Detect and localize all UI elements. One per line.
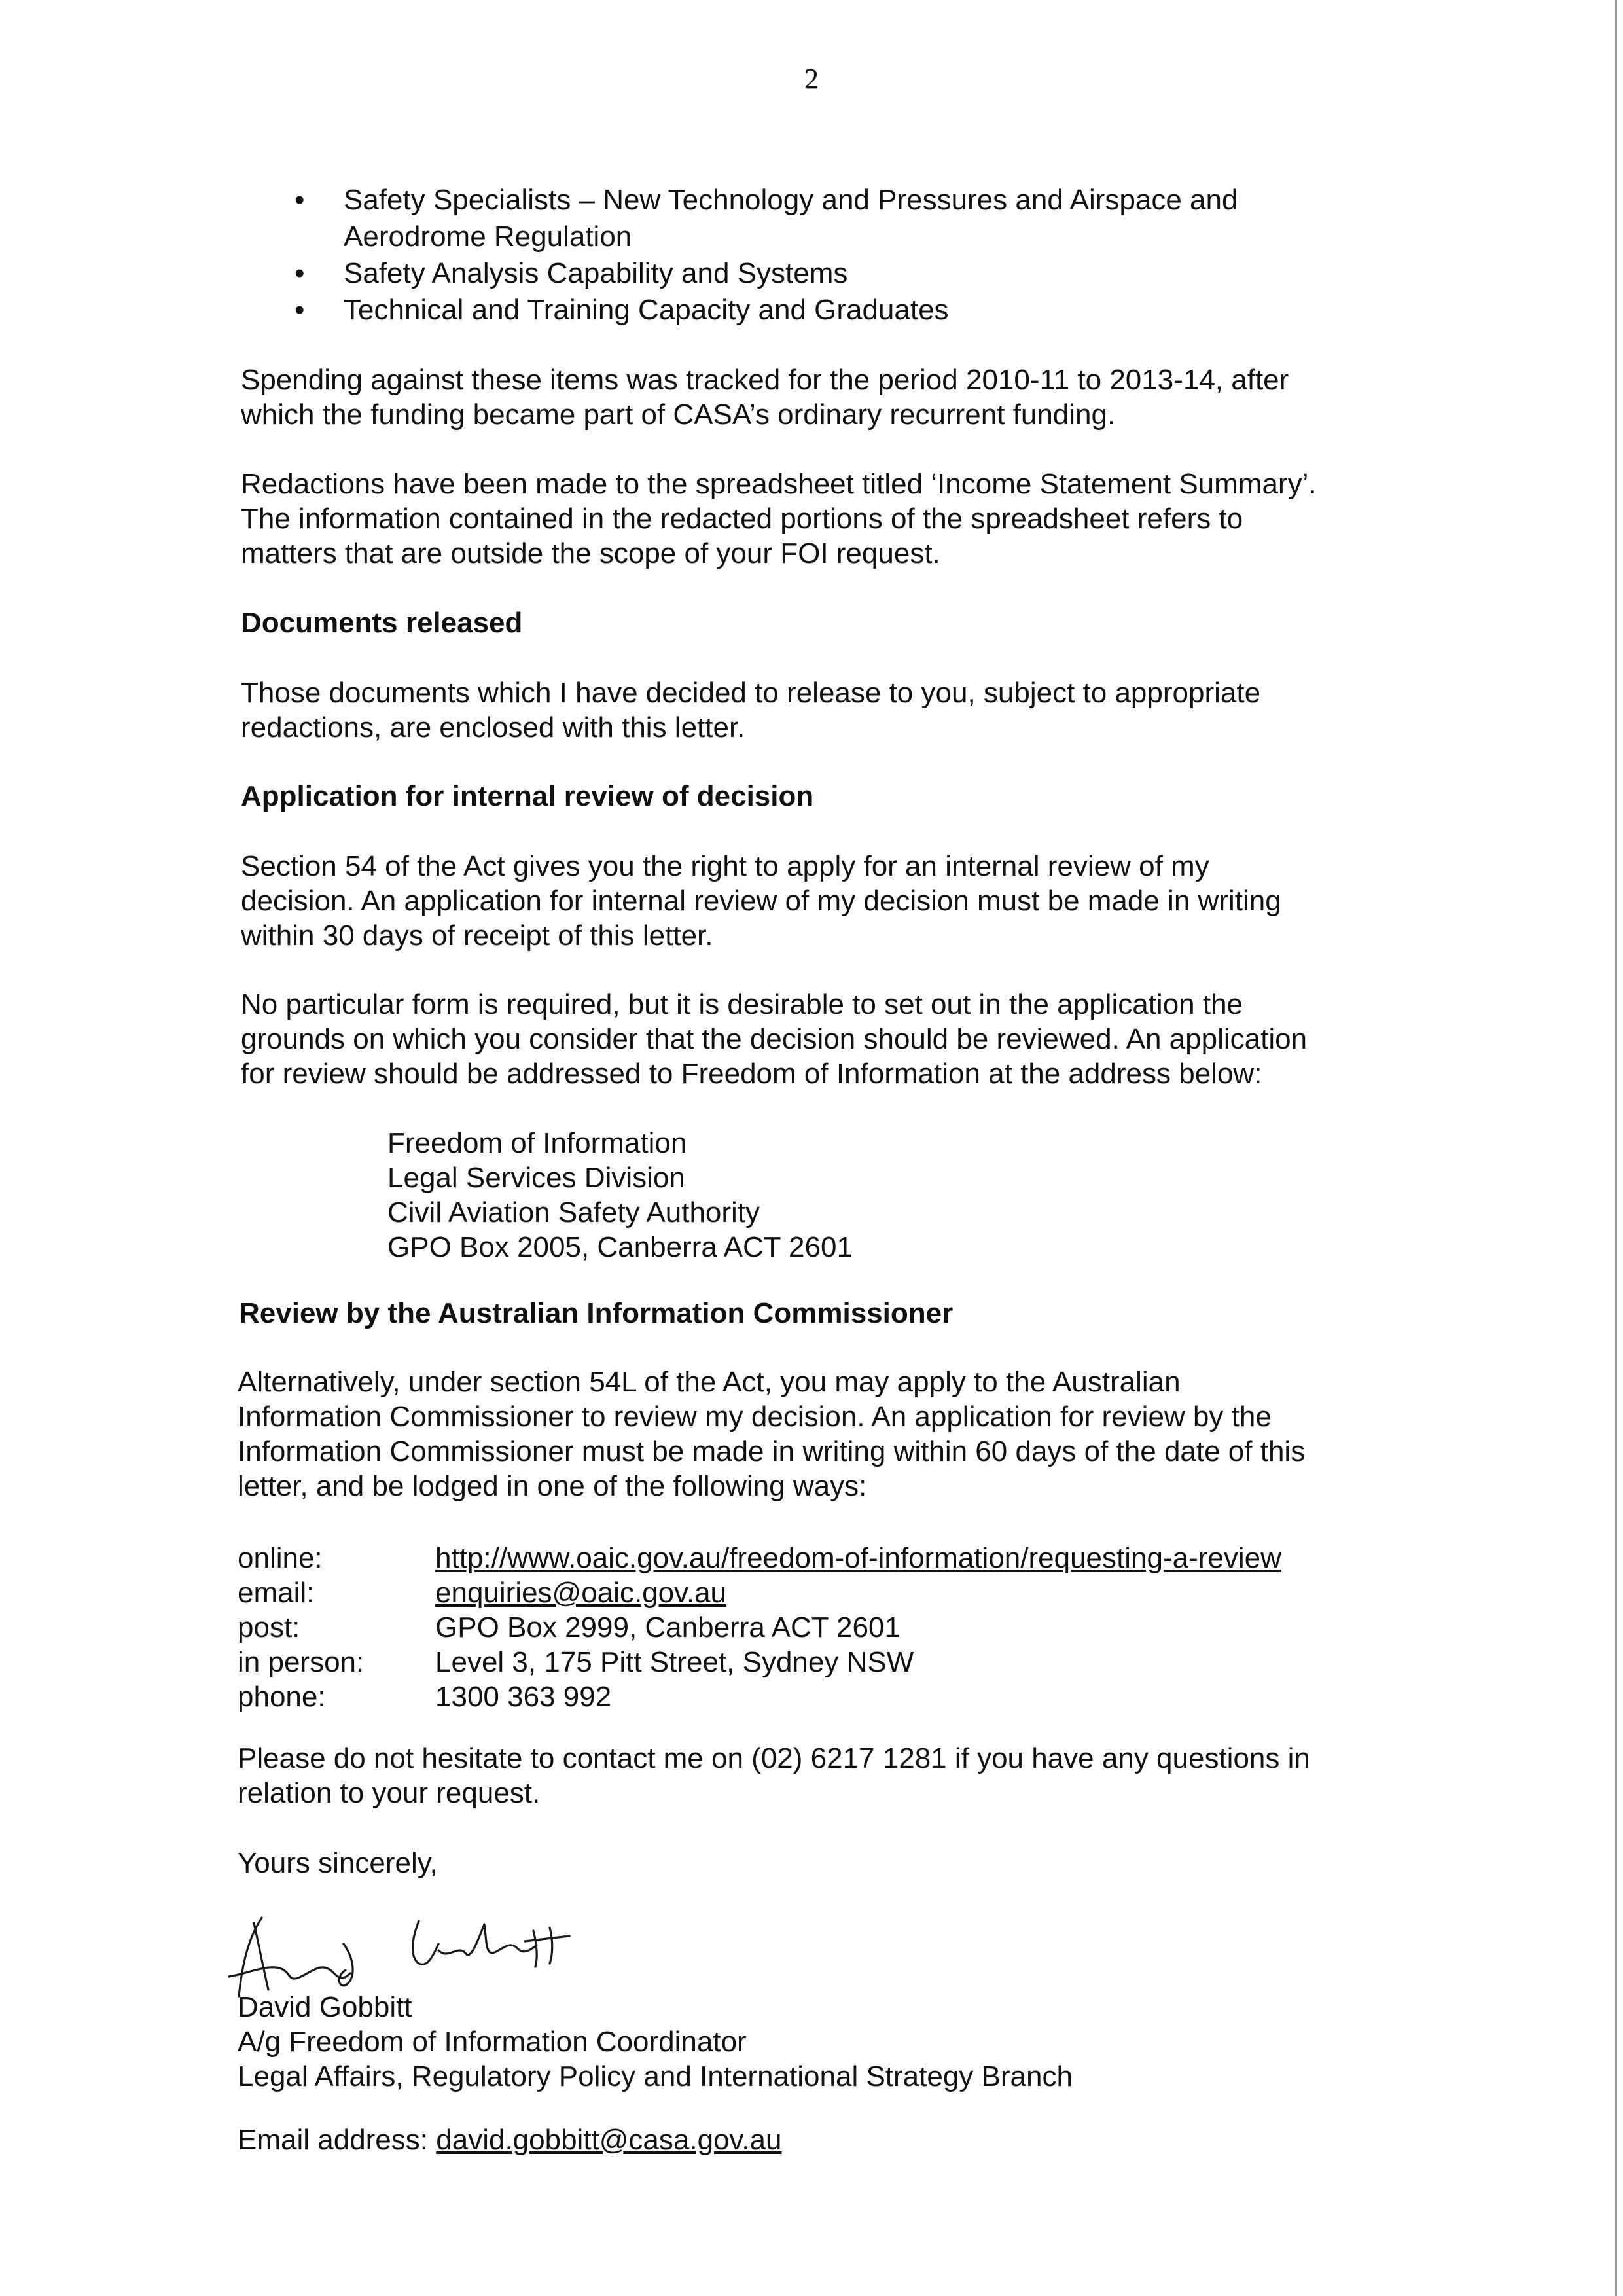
heading-documents-released: Documents released: [241, 607, 523, 639]
paragraph-redactions: [241, 467, 1317, 571]
contact-label: email:: [238, 1577, 315, 1609]
bullet-list: [294, 182, 1238, 329]
contact-value: Level 3, 175 Pitt Street, Sydney NSW: [435, 1646, 914, 1678]
bullet-dot-icon: •: [294, 257, 305, 289]
address-line: GPO Box 2005, Canberra ACT 2601: [387, 1231, 853, 1263]
email-label: Email address:: [238, 2124, 429, 2156]
paragraph-line: redactions, are enclosed with this letter.: [241, 711, 745, 744]
paragraph-line: The information contained in the redacted portions of the spreadsheet refers to: [241, 503, 1243, 535]
bullet-text: Safety Analysis Capability and Systems: [344, 257, 848, 289]
paragraph-form: [241, 987, 1307, 1091]
signatory-branch: Legal Affairs, Regulatory Policy and International Strategy Branch: [238, 2060, 1073, 2092]
signatory-name: David Gobbitt: [238, 1991, 412, 2023]
contact-label: in person:: [238, 1646, 365, 1678]
paragraph-line: relation to your request.: [238, 1777, 541, 1809]
paragraph-spending: [241, 363, 1289, 432]
contact-label: phone:: [238, 1681, 326, 1713]
bullet-text: Aerodrome Regulation: [344, 221, 632, 253]
paragraph-line: No particular form is required, but it is desirable to set out in the application the: [241, 988, 1243, 1020]
contact-row-phone: [238, 1679, 1281, 1714]
paragraph-documents: [241, 675, 1260, 745]
paragraph-line: decision. An application for internal review of my decision must be made in writing: [241, 885, 1281, 917]
signatory-title: A/g Freedom of Information Coordinator: [238, 2026, 747, 2058]
contact-label: post:: [238, 1611, 300, 1643]
closing-salutation: Yours sincerely,: [238, 1847, 438, 1879]
bullet-item: [294, 182, 1238, 219]
email-line: [238, 2123, 781, 2157]
paragraph-line: Information Commissioner must be made in writing within 60 days of the date of this: [238, 1435, 1306, 1467]
contact-value: 1300 363 992: [435, 1681, 612, 1713]
scan-edge-line: [1615, 0, 1617, 2296]
paragraph-line: for review should be addressed to Freedom of Information at the address below:: [241, 1058, 1262, 1090]
contact-label: online:: [238, 1542, 323, 1574]
address-line: Freedom of Information: [387, 1127, 687, 1159]
paragraph-line: matters that are outside the scope of your FOI request.: [241, 537, 940, 569]
contact-methods-table: [238, 1541, 1281, 1714]
heading-commissioner-review: Review by the Australian Information Commissioner: [239, 1297, 954, 1329]
bullet-item: [294, 255, 1238, 292]
paragraph-line: Those documents which I have decided to release to you, subject to appropriate: [241, 677, 1261, 709]
bullet-text: Technical and Training Capacity and Graduates: [344, 294, 949, 326]
paragraph-line: Alternatively, under section 54L of the Act, you may apply to the Australian: [238, 1366, 1181, 1398]
contact-row-email: [238, 1575, 1281, 1610]
contact-value: GPO Box 2999, Canberra ACT 2601: [435, 1611, 901, 1643]
oaic-email-link[interactable]: enquiries@oaic.gov.au: [435, 1577, 727, 1609]
paragraph-line: Please do not hesitate to contact me on (02) 6217 1281 if you have any questions in: [238, 1742, 1310, 1774]
foi-address: [387, 1126, 853, 1265]
oaic-review-link[interactable]: http://www.oaic.gov.au/freedom-of-information/requesting-a-review: [435, 1542, 1281, 1574]
bullet-dot-icon: •: [294, 184, 305, 216]
contact-row-online: [238, 1541, 1281, 1575]
bullet-item-continuation: [294, 219, 1238, 255]
signatory-block: [238, 1990, 1073, 2094]
page-number: 2: [804, 63, 819, 95]
paragraph-line: Spending against these items was tracked for the period 2010-11 to 2013-14, after: [241, 364, 1289, 396]
bullet-text: Safety Specialists – New Technology and Pressures and Airspace and: [344, 184, 1238, 216]
contact-row-post: [238, 1610, 1281, 1645]
paragraph-line: Information Commissioner to review my decision. An application for review by the: [238, 1401, 1272, 1433]
bullet-dot-icon: •: [294, 294, 305, 326]
paragraph-line: Redactions have been made to the spreadsheet titled ‘Income Statement Summary’.: [241, 468, 1317, 500]
paragraph-line: Section 54 of the Act gives you the right to apply for an internal review of my: [241, 850, 1209, 882]
bullet-item: [294, 292, 1238, 329]
paragraph-section54: [241, 849, 1281, 953]
signatory-email-link[interactable]: david.gobbitt@casa.gov.au: [436, 2124, 782, 2156]
paragraph-commissioner: [238, 1365, 1305, 1503]
paragraph-line: letter, and be lodged in one of the following ways:: [238, 1470, 867, 1502]
paragraph-contact-me: [238, 1741, 1310, 1810]
address-line: Legal Services Division: [387, 1162, 685, 1194]
address-line: Civil Aviation Safety Authority: [387, 1196, 760, 1229]
paragraph-line: grounds on which you consider that the decision should be reviewed. An application: [241, 1023, 1308, 1055]
contact-row-in-person: [238, 1645, 1281, 1679]
paragraph-line: within 30 days of receipt of this letter.: [241, 920, 713, 952]
paragraph-line: which the funding became part of CASA’s ordinary recurrent funding.: [241, 399, 1116, 431]
heading-internal-review: Application for internal review of decision: [241, 780, 814, 812]
